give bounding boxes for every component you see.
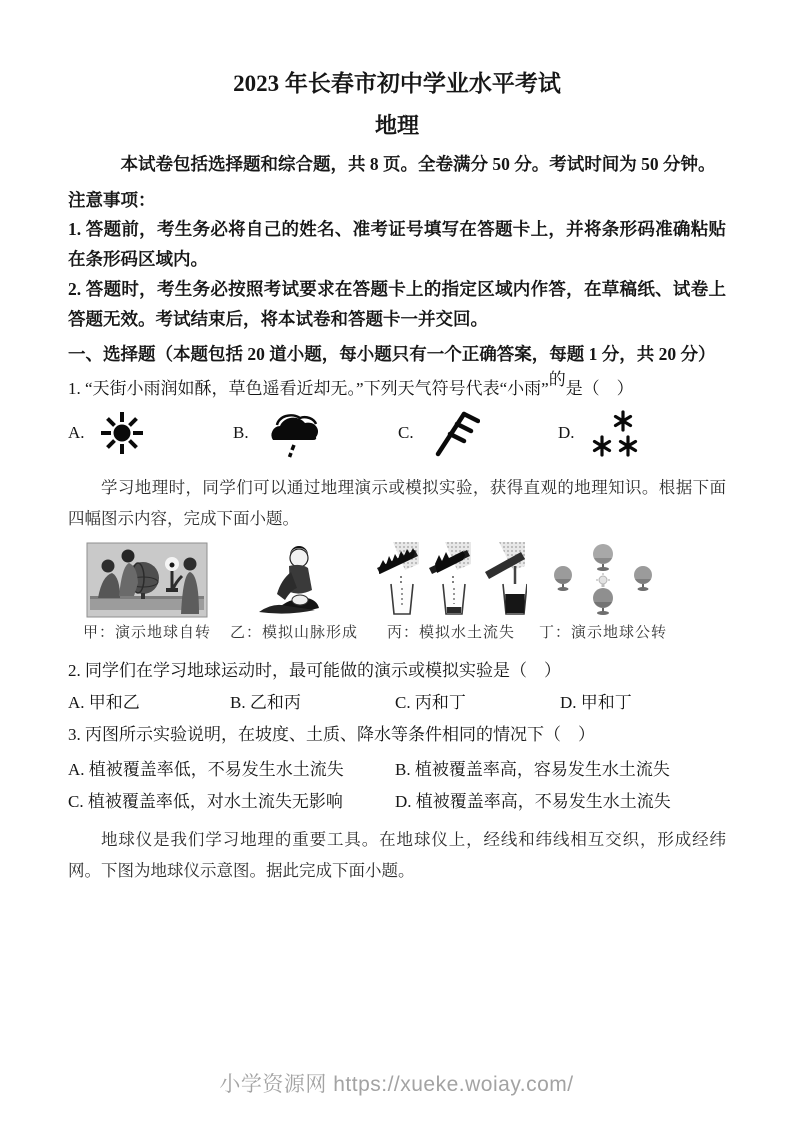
mountain-formation-demo-figure — [249, 542, 339, 618]
question1-option-c — [398, 407, 558, 459]
option-d-label: D. — [558, 423, 575, 442]
question1-options-row — [68, 402, 726, 464]
question3-option-d: D. 植被覆盖率高，不易发生水土流失 — [395, 792, 671, 811]
question1-stem — [68, 370, 726, 402]
figures-row — [78, 542, 726, 644]
rain-cloud-icon — [263, 407, 329, 459]
question2-option-d: D. 甲和丁 — [560, 693, 632, 712]
snowflakes-icon — [589, 408, 641, 458]
soil-erosion-demo-figure — [375, 542, 527, 618]
question1-option-b — [233, 407, 398, 459]
option-a-label: A. — [68, 423, 85, 442]
footer-watermark: 小学资源网 https://xueke.woiay.com/ — [219, 1073, 574, 1096]
question1-stem-tail: 是（ ） — [565, 379, 634, 398]
exam-intro: 本试卷包括选择题和综合题，共 8 页。全卷满分 50 分。考试时间为 50 分钟。 — [120, 154, 716, 174]
question3-option-a: A. 植被覆盖率低，不易发生水土流失 — [68, 760, 344, 779]
question1-stem-raised-char: 的 — [548, 370, 566, 389]
earth-revolution-demo-figure — [548, 542, 658, 618]
question1-stem-main: 1. “天街小雨润如酥，草色遥看近却无。”下列天气符号代表“小雨” — [68, 379, 549, 398]
question3-options — [68, 754, 726, 818]
figure-yi — [224, 542, 364, 644]
note-item-2: 2. 答题时，考生务必按照考试要求在答题卡上的指定区域内作答，在草稿纸、试卷上答题无效。考试结束后，将本试卷和答题卡一并交回。 — [68, 279, 726, 329]
figure-bing-caption: 丙：模拟水土流失 — [386, 625, 515, 641]
option-b-label: B. — [233, 423, 249, 442]
section1-heading: 一、选择题（本题包括 20 道小题，每小题只有一个正确答案，每题 1 分，共 20 分） — [68, 344, 716, 364]
wind-barb-icon — [428, 407, 480, 459]
light-bulb-icon — [596, 573, 610, 587]
exam-subject: 地理 — [374, 113, 419, 138]
question3-option-c: C. 植被覆盖率低，对水土流失无影响 — [68, 792, 343, 811]
notes-heading: 注意事项： — [68, 190, 156, 210]
question2-option-a: A. 甲和乙 — [68, 693, 140, 712]
figure-jia — [78, 542, 216, 644]
passage-geography-demos: 学习地理时，同学们可以通过地理演示或模拟实验，获得直观的地理知识。根据下面四幅图示内容，完成下面小题。 — [68, 478, 726, 528]
question2-option-c: C. 丙和丁 — [395, 693, 466, 712]
earth-rotation-demo-figure — [86, 542, 208, 618]
page-content — [0, 70, 793, 886]
question1-option-a — [68, 410, 233, 456]
question2-option-b: B. 乙和丙 — [230, 693, 301, 712]
sun-icon — [99, 410, 145, 456]
question2-stem: 2. 同学们在学习地球运动时，最可能做的演示或模拟实验是（ ） — [68, 661, 561, 680]
figure-ding-caption: 丁：演示地球公转 — [538, 625, 667, 641]
figure-yi-caption: 乙：模拟山脉形成 — [229, 625, 358, 641]
question3-stem: 3. 丙图所示实验说明，在坡度、土质、降水等条件相同的情况下（ ） — [68, 725, 595, 744]
passage-globe-intro: 地球仪是我们学习地理的重要工具。在地球仪上，经线和纬线相互交织，形成经纬网。下图为地球仪示意图。据此完成下面小题。 — [68, 830, 726, 880]
question1-option-d — [558, 408, 641, 458]
option-c-label: C. — [398, 423, 414, 442]
question3-option-b: B. 植被覆盖率高，容易发生水土流失 — [395, 760, 670, 779]
question2-options — [68, 690, 726, 716]
exam-title: 2023 年长春市初中学业水平考试 — [233, 71, 561, 96]
figure-bing — [372, 542, 530, 644]
note-item-1: 1. 答题前，考生务必将自己的姓名、准考证号填写在答题卡上，并将条形码准确粘贴在条形码区域内。 — [68, 219, 726, 269]
figure-jia-caption: 甲：演示地球自转 — [82, 625, 211, 641]
figure-ding — [538, 542, 668, 644]
